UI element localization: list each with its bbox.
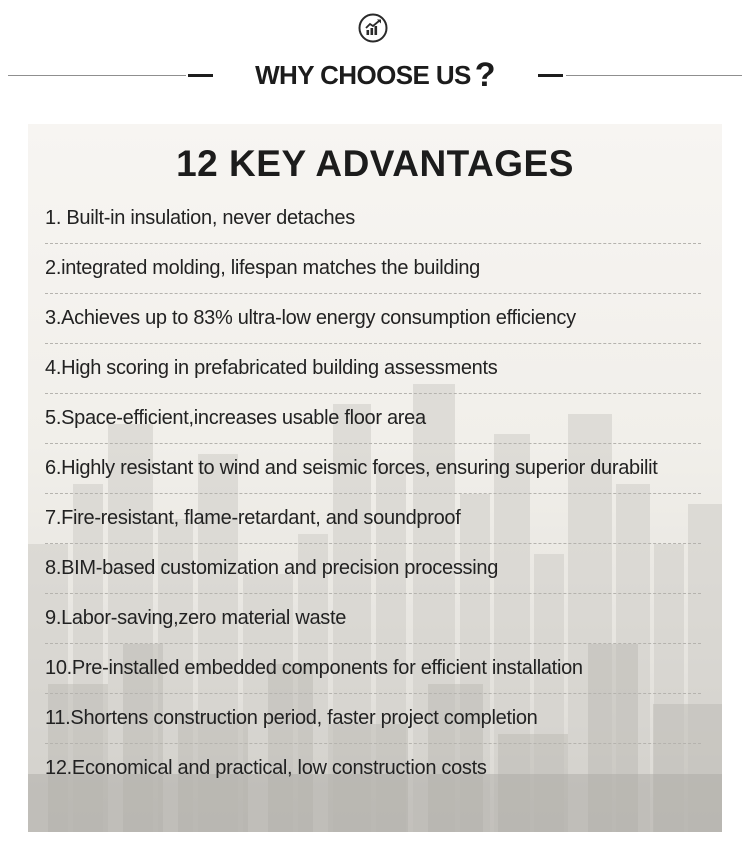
list-item [45, 394, 701, 444]
header-dash-left [188, 74, 213, 77]
advantages-list [28, 194, 722, 794]
list-item [45, 344, 701, 394]
question-mark: ? [474, 56, 495, 94]
list-item [45, 744, 701, 794]
advantage-text: 10.Pre-installed embedded components for efficient installation [45, 657, 583, 679]
advantage-text: 2.integrated molding, lifespan matches the building [45, 257, 480, 279]
advantage-text: 3.Achieves up to 83% ultra-low energy consumption efficiency [45, 307, 576, 329]
list-item [45, 194, 701, 244]
advantage-text: 5.Space-efficient,increases usable floor area [45, 407, 426, 429]
list-item [45, 544, 701, 594]
advantage-text: 6.Highly resistant to wind and seismic forces, ensuring superior durabilit [45, 457, 658, 479]
list-item [45, 594, 701, 644]
list-item [45, 694, 701, 744]
section-title-text: WHY CHOOSE US [255, 60, 471, 90]
header-divider-right [566, 75, 742, 76]
list-item [45, 244, 701, 294]
list-item [45, 494, 701, 544]
header-divider-left [8, 75, 186, 76]
growth-chart-icon [358, 13, 388, 43]
section-title [220, 56, 530, 95]
advantages-card [28, 124, 722, 832]
section-header [0, 54, 750, 98]
advantage-text: 4.High scoring in prefabricated building assessments [45, 357, 498, 379]
advantage-text: 12.Economical and practical, low construction costs [45, 757, 487, 779]
list-item [45, 444, 701, 494]
header-dash-right [538, 74, 563, 77]
list-item [45, 294, 701, 344]
advantage-text: 11.Shortens construction period, faster project completion [45, 707, 538, 729]
advantages-title: 12 KEY ADVANTAGES [176, 143, 574, 184]
advantage-text: 8.BIM-based customization and precision processing [45, 557, 499, 579]
advantage-text: 7.Fire-resistant, flame-retardant, and soundproof [45, 507, 461, 529]
list-item [45, 644, 701, 694]
advantage-text: 1. Built-in insulation, never detaches [45, 207, 355, 229]
advantage-text: 9.Labor-saving,zero material waste [45, 607, 347, 629]
